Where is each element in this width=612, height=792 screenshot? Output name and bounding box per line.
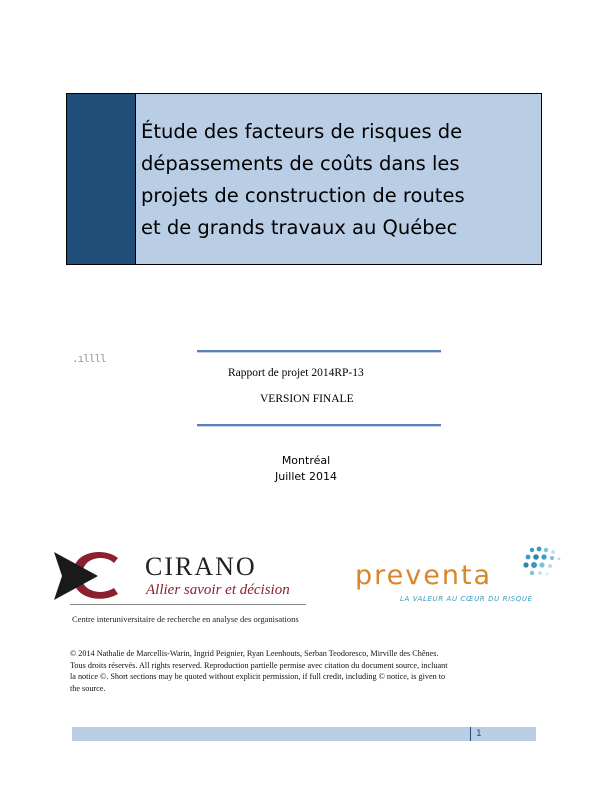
title-line-3: projets de construction de routes: [141, 184, 465, 207]
cirano-subtitle: Centre interuniversitaire de recherche en analyse des organisations: [72, 614, 299, 624]
preventa-name: preventa: [355, 560, 493, 591]
copyright-line-3: la notice ©. Short sections may be quoted without explicit permission, if full credit, including © notice, is given to: [70, 672, 446, 681]
title-line-1: Étude des facteurs de risques de: [141, 120, 463, 143]
cirano-tagline: Allier savoir et décision: [146, 582, 290, 598]
report-version: VERSION FINALE: [260, 393, 354, 405]
report-date: Juillet 2014: [275, 470, 337, 483]
top-rule: [197, 350, 441, 352]
report-id: Rapport de projet 2014RP-13: [228, 367, 364, 379]
page-number: 1: [476, 729, 482, 739]
copyright-notice: [70, 648, 540, 694]
title-box: [66, 93, 542, 265]
copyright-line-1: © 2014 Nathalie de Marcellis-Warin, Ingrid Peignier, Ryan Leenhouts, Serban Teodoresco, Mirville des Chênes.: [70, 649, 439, 658]
title-line-4: et de grands travaux au Québec: [141, 216, 458, 239]
cirano-name: CIRANO: [145, 552, 257, 581]
document-title: [141, 116, 535, 244]
bottom-rule: [197, 424, 441, 426]
title-accent-panel: [67, 94, 136, 264]
title-line-2: dépassements de coûts dans les: [141, 152, 460, 175]
report-city: Montréal: [281, 454, 331, 467]
preventa-tagline: LA VALEUR AU CŒUR DU RISQUE: [400, 595, 533, 603]
small-bars-icon: .ıllll: [72, 352, 106, 365]
title-panel: [136, 94, 541, 264]
copyright-line-2: Tous droits réservés. All rights reserved. Reproduction partielle permise avec citation du document source, incluant: [70, 660, 448, 670]
copyright-line-4: the source.: [70, 683, 106, 693]
cirano-divider: [70, 604, 306, 605]
footer-bar: [72, 727, 536, 741]
cirano-logo-icon: [52, 548, 132, 602]
preventa-dots-icon: [512, 544, 562, 584]
